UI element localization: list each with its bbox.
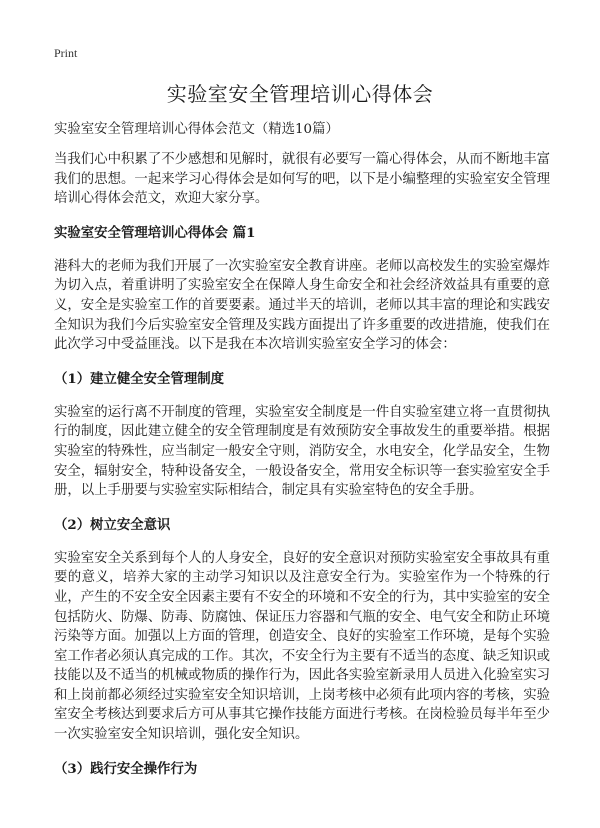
section-paragraph: 港科大的老师为我们开展了一次实验室安全教育讲座。老师以高校发生的实验室爆炸为切入点，着重讲明了实验室安全在保障人身生命安全和社会经济效益具有重要的意义，安全是实验室工作的首要要素。通过半天的培训，老师以其丰富的理论和实践安全知识为我们今后实验室安全管理及实践方面提出了许多重要的改进措施，使我们在此次学习中受益匪浅。以下是我在本次培训实验室安全学习的体会： — [54, 258, 550, 353]
section-heading: 实验室安全管理培训心得体会 篇1 — [54, 224, 256, 241]
intro-paragraph: 当我们心中积累了不少感想和见解时，就很有必要写一篇心得体会，从而不断地丰富我们的思想。一起来学习心得体会是如何写的吧，以下是小编整理的实验室安全管理培训心得体会范文，欢迎大家分享。 — [54, 152, 550, 207]
point-heading-3: （3）践行安全操作行为 — [54, 760, 198, 777]
document-body — [54, 120, 550, 793]
point-paragraph-1: 实验室的运行离不开制度的管理，实验室安全制度是一件自实验室建立将一直贯彻执行的制度，因此建立健全的安全管理制度是有效预防安全事故发生的重要举措。根据实验室的特殊性，应当制定一般安全守则，消防安全，水电安全，化学品安全，生物安全，辐射安全，特种设备安全，一般设备安全，常用安全标识等一套实验室安全手册，以上手册要与实验室实际相结合，制定具有实验室特色的安全手册。 — [54, 404, 550, 499]
point-heading-2: （2）树立安全意识 — [54, 516, 171, 533]
print-link[interactable]: Print — [54, 46, 78, 60]
point-paragraph-2: 实验室安全关系到每个人的人身安全，良好的安全意识对预防实验室安全事故具有重要的意义，培养大家的主动学习知识以及注意安全行为。实验室作为一个特殊的行业，产生的不安全安全因素主要有不安全的环境和不安全的行为，其中实验室的安全包括防火、防爆、防毒、防腐蚀、保证压力容器和气瓶的安全、电气安全和防止环境污染等方面。加强以上方面的管理，创造安全、良好的实验室工作环境，是每个实验室工作者必须认真完成的工作。其次，不安全行为主要有不适当的态度、缺乏知识或技能以及不适当的机械或物质的操作行为，因此各实验室新录用人员进入化验室实习和上岗前都必须经过实验室安全知识培训，上岗考核中必须有此项内容的考核，实验室安全考核达到要求后方可从事其它操作技能方面进行考核。在岗检验员每半年至少一次实验室安全知识培训，强化安全知识。 — [54, 550, 550, 743]
document-subtitle: 实验室安全管理培训心得体会范文（精选10篇） — [54, 122, 339, 137]
document-title: 实验室安全管理培训心得体会 — [166, 82, 434, 106]
point-heading-1: （1）建立健全安全管理制度 — [54, 370, 225, 387]
